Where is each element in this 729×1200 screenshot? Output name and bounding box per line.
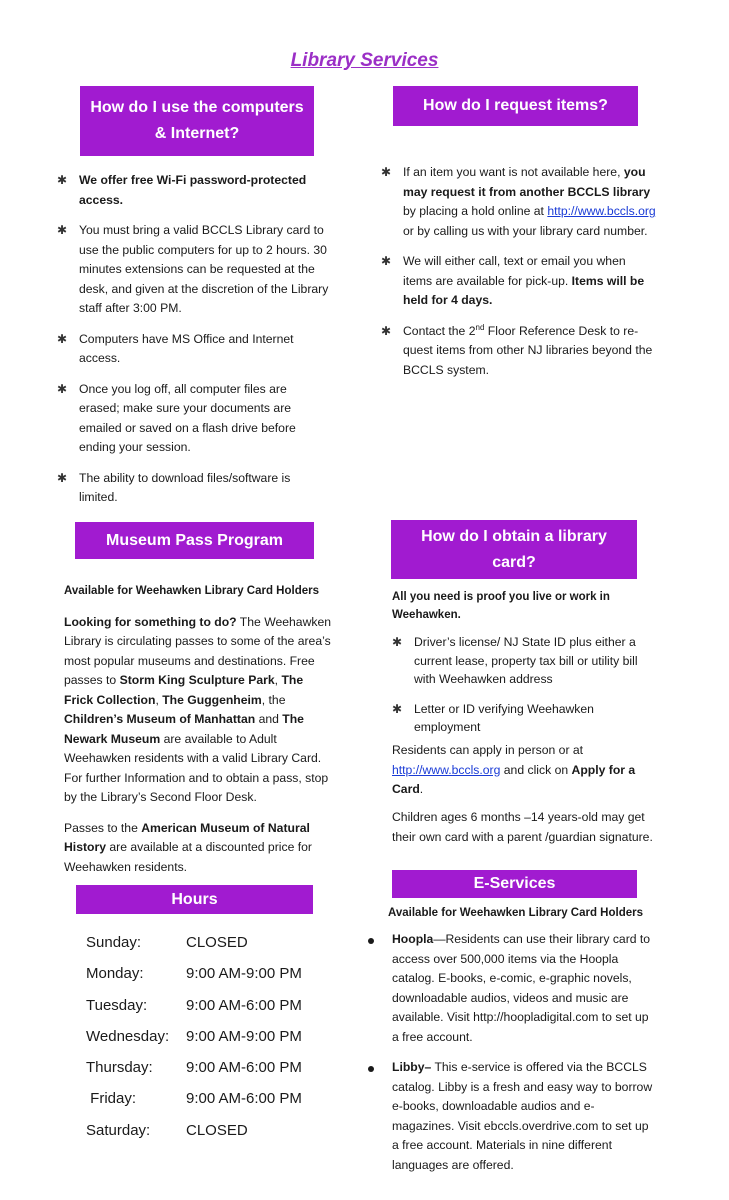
hours-row: Sunday: CLOSED — [86, 934, 248, 951]
bccls-apply-link[interactable]: http://www.bccls.org — [392, 762, 501, 777]
hours-row: Tuesday: 9:00 AM-6:00 PM — [86, 996, 302, 1014]
asterisk-icon: ✱ — [381, 323, 392, 338]
bullet-icon — [368, 938, 374, 944]
asterisk-icon: ✱ — [57, 381, 68, 396]
hours-row: Thursday: 9:00 AM-6:00 PM — [86, 1059, 302, 1077]
list-item: ✱ If an item you want is not available here, you may request it from another BCCLS library by placing a hold online at http://www.bccls.org or by calling us with your library card number. — [381, 165, 656, 238]
list-item: Libby– This e-service is offered via the BCCLS catalog. Libby is a fresh and easy way to borrow e-books, downloadable audios and e-magazines. Visit ebccls.overdrive.com to set up a free account. Materials in nine different languages are offered. — [366, 1058, 656, 1175]
card-children-text: Children ages 6 months –14 years-old may get their own card with a parent /guardian signature. — [392, 810, 653, 844]
hours-row: Friday: 9:00 AM-6:00 PM — [86, 1090, 302, 1108]
request-list — [381, 163, 657, 391]
bccls-link[interactable]: http://www.bccls.org — [547, 204, 656, 218]
museum-paragraph-amnh: Passes to the American Museum of Natural History are available at a discounted price for Weehawken residents. — [64, 820, 312, 874]
list-item: ✱ You must bring a valid BCCLS Library card to use the public computers for up to 2 hours. 30 minutes extensions can be requested at the desk, and given at the discretion of the Library staff after 3:00 PM. — [57, 223, 329, 315]
list-item: ✱ We offer free Wi-Fi password-protected access. — [57, 173, 307, 207]
request-heading: How do I request items? — [393, 86, 638, 126]
list-item: Hoopla—Residents can use their library card to access over 500,000 items via the Hoopla catalog. E-books, e-comic, e-graphic novels, downloadable audios, videos and music are available. Visit http://hoopladigital.com to set up a free account. — [366, 930, 656, 1047]
eservices-subheading: Available for Weehawken Library Card Holders — [388, 907, 643, 919]
card-heading: How do I obtain a library card? — [391, 520, 637, 579]
list-item: ✱ Driver’s license/ NJ State ID plus either a current lease, property tax bill or utility bill with Weehawken address — [392, 635, 638, 686]
card-list — [392, 633, 660, 748]
page-title: Library Services — [290, 50, 439, 71]
list-item: ✱ Computers have MS Office and Internet access. — [57, 331, 294, 365]
eservices-list — [366, 930, 656, 1186]
hours-heading: Hours — [76, 885, 313, 914]
computers-list — [57, 171, 330, 519]
museum-subheading: Available for Weehawken Library Card Holders — [64, 585, 319, 597]
bullet-icon — [368, 1066, 374, 1072]
list-item: ✱ The ability to download files/software is limited. — [57, 470, 291, 504]
card-apply — [392, 741, 652, 811]
hours-row: Wednesday: 9:00 AM-9:00 PM — [86, 1027, 302, 1045]
hours-table — [86, 927, 302, 1146]
list-item: ✱ Once you log off, all computer files are erased; make sure your documents are emailed or saved on a flash drive before ending your session. — [57, 381, 296, 454]
asterisk-icon: ✱ — [57, 223, 68, 237]
asterisk-icon: ✱ — [57, 331, 68, 346]
card-apply-text: Residents can apply in person or at http://www.bccls.org and click on Apply for a Card. — [392, 743, 636, 796]
museum-body — [64, 582, 334, 888]
list-item: ✱ Contact the 2nd Floor Reference Desk to re-quest items from other NJ libraries beyond the BCCLS system. — [381, 322, 653, 377]
asterisk-icon: ✱ — [392, 635, 403, 649]
asterisk-icon: ✱ — [57, 470, 68, 485]
list-item: ✱ We will either call, text or email you when items are available for pick-up. Items will be held for 4 days. — [381, 254, 645, 307]
card-intro: All you need is proof you live or work in Weehawken. — [392, 591, 610, 621]
eservices-heading: E-Services — [392, 870, 637, 898]
museum-heading: Museum Pass Program — [75, 522, 314, 559]
museum-paragraph: Looking for something to do? The Weehawken Library is circulating passes to some of the area’s most popular museums and destinations. Free passes to Storm King Sculpture Park, The Frick Collection, The Guggenheim, the Children’s Museum of Manhattan and The Newark Museum are available to Adult Weehawken residents with a valid Library Card. For further Information and to obtain a pass, stop by the Library’s Second Floor Desk. — [64, 614, 332, 804]
asterisk-icon: ✱ — [381, 254, 392, 268]
card-body — [392, 588, 662, 635]
asterisk-icon: ✱ — [381, 165, 392, 179]
computers-heading: How do I use the computers & Internet? — [80, 86, 314, 156]
hours-row: Monday: 9:00 AM-9:00 PM — [86, 965, 302, 983]
hours-row: Saturday: CLOSED — [86, 1121, 248, 1139]
list-item: ✱ Letter or ID verifying Weehawken employment — [392, 701, 594, 734]
asterisk-icon: ✱ — [392, 701, 403, 716]
asterisk-icon: ✱ — [57, 173, 68, 187]
card-children — [392, 808, 657, 858]
